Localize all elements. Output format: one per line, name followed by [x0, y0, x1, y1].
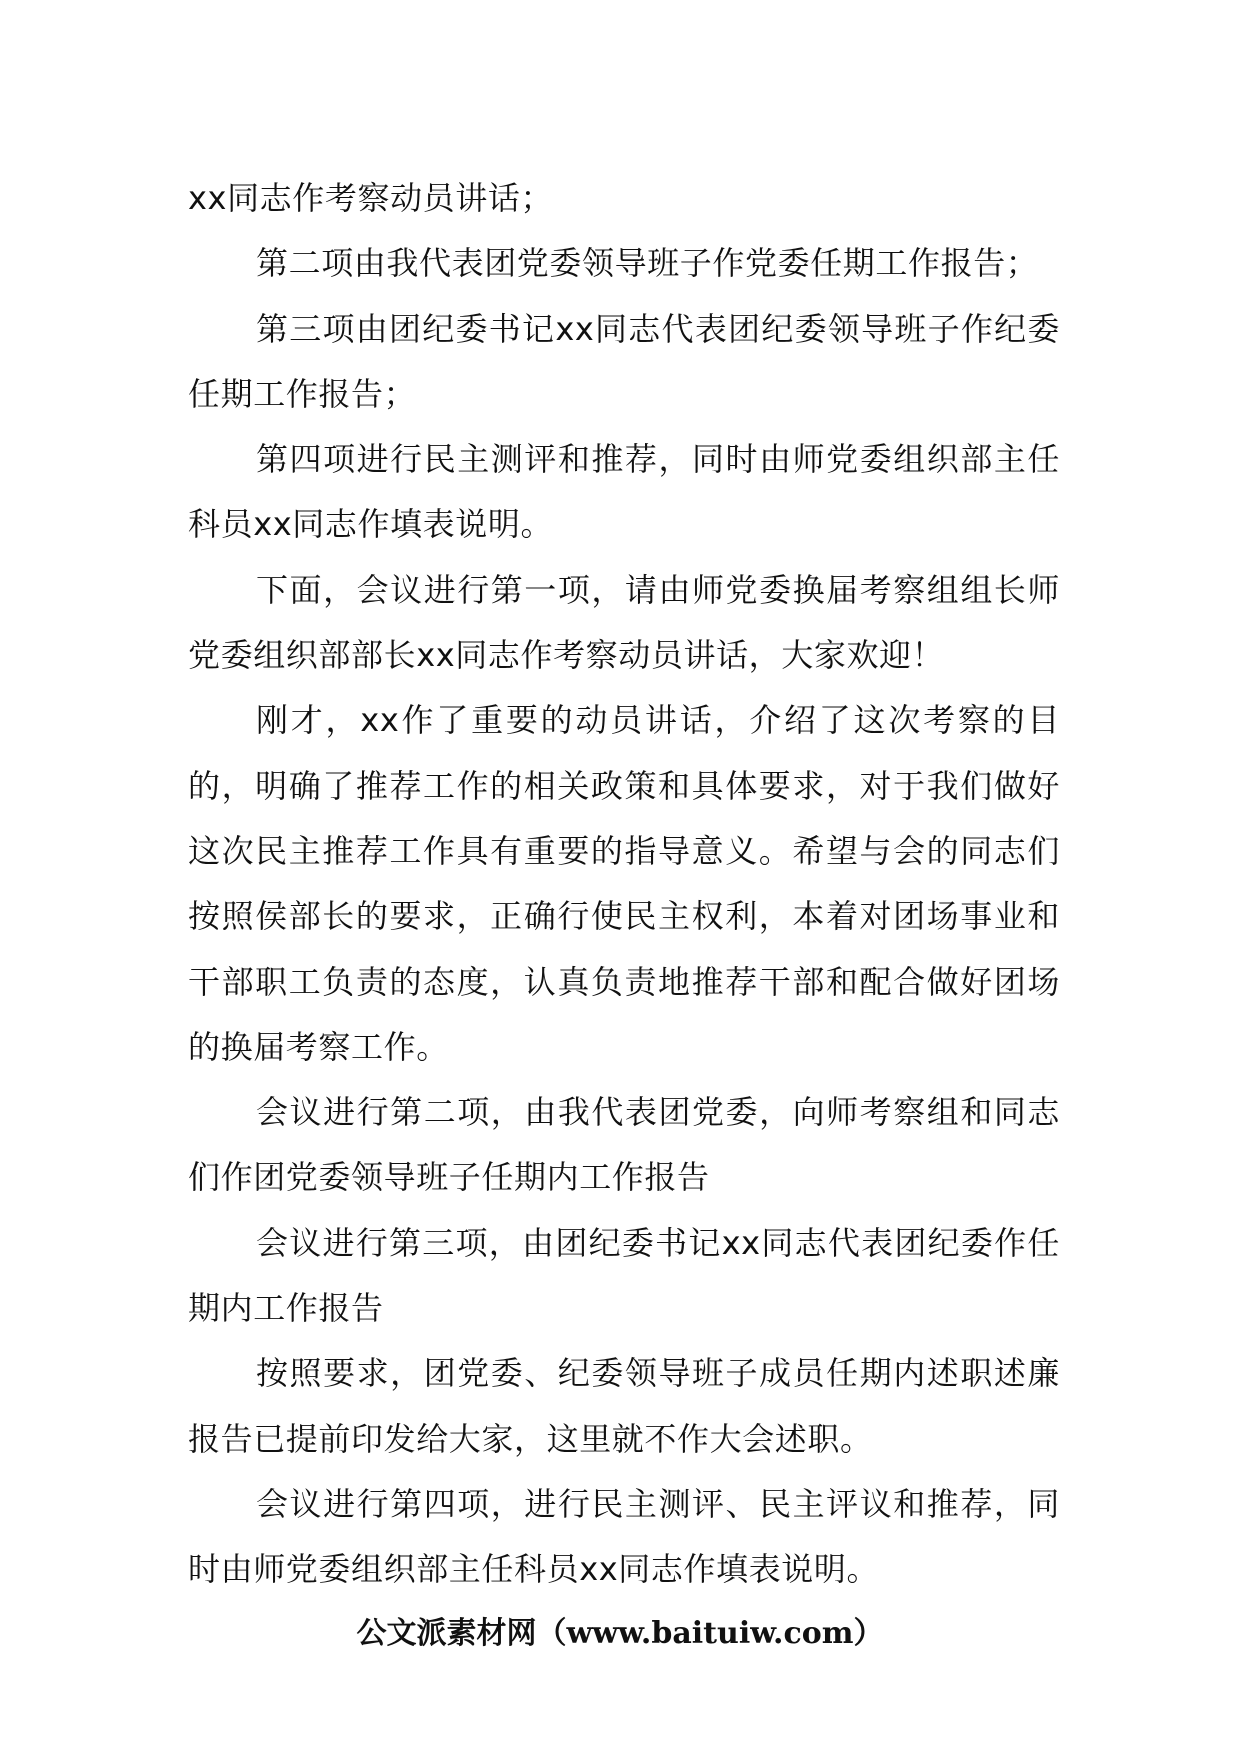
paragraph-10: 会议进行第四项，进行民主测评、民主评议和推荐，同时由师党委组织部主任科员xx同志作填表说明。 [188, 1484, 1060, 1589]
paragraph-6: 刚才，xx作了重要的动员讲话，介绍了这次考察的目的，明确了推荐工作的相关政策和具体要求，对于我们做好这次民主推荐工作具有重要的指导意义。希望与会的同志们按照侯部长的要求，正确行使民主权利，本着对团场事业和干部职工负责的态度，认真负责地推荐干部和配合做好团场的换届考察工作。 [188, 701, 1060, 1066]
paragraph-9: 按照要求，团党委、纪委领导班子成员任期内述职述廉报告已提前印发给大家，这里就不作大会述职。 [188, 1354, 1060, 1458]
paragraph-8: 会议进行第三项，由团纪委书记xx同志代表团纪委作任期内工作报告 [188, 1223, 1060, 1328]
paragraph-7: 会议进行第二项，由我代表团党委，向师考察组和同志们作团党委领导班子任期内工作报告 [188, 1093, 1060, 1197]
paragraph-3: 第三项由团纪委书记xx同志代表团纪委领导班子作纪委任期工作报告； [188, 309, 1060, 413]
paragraph-4: 第四项进行民主测评和推荐，同时由师党委组织部主任科员xx同志作填表说明。 [188, 440, 1060, 544]
paragraph-5: 下面，会议进行第一项，请由师党委换届考察组组长师党委组织部部长xx同志作考察动员讲话，大家欢迎！ [188, 570, 1060, 675]
paragraph-1: xx同志作考察动员讲话； [188, 179, 554, 217]
paragraph-2: 第二项由我代表团党委领导班子作党委任期工作报告； [256, 244, 1039, 283]
document-body [188, 166, 1060, 1603]
footer-source-credit: 公文派素材网（www.baituiw.com） [356, 1616, 884, 1651]
